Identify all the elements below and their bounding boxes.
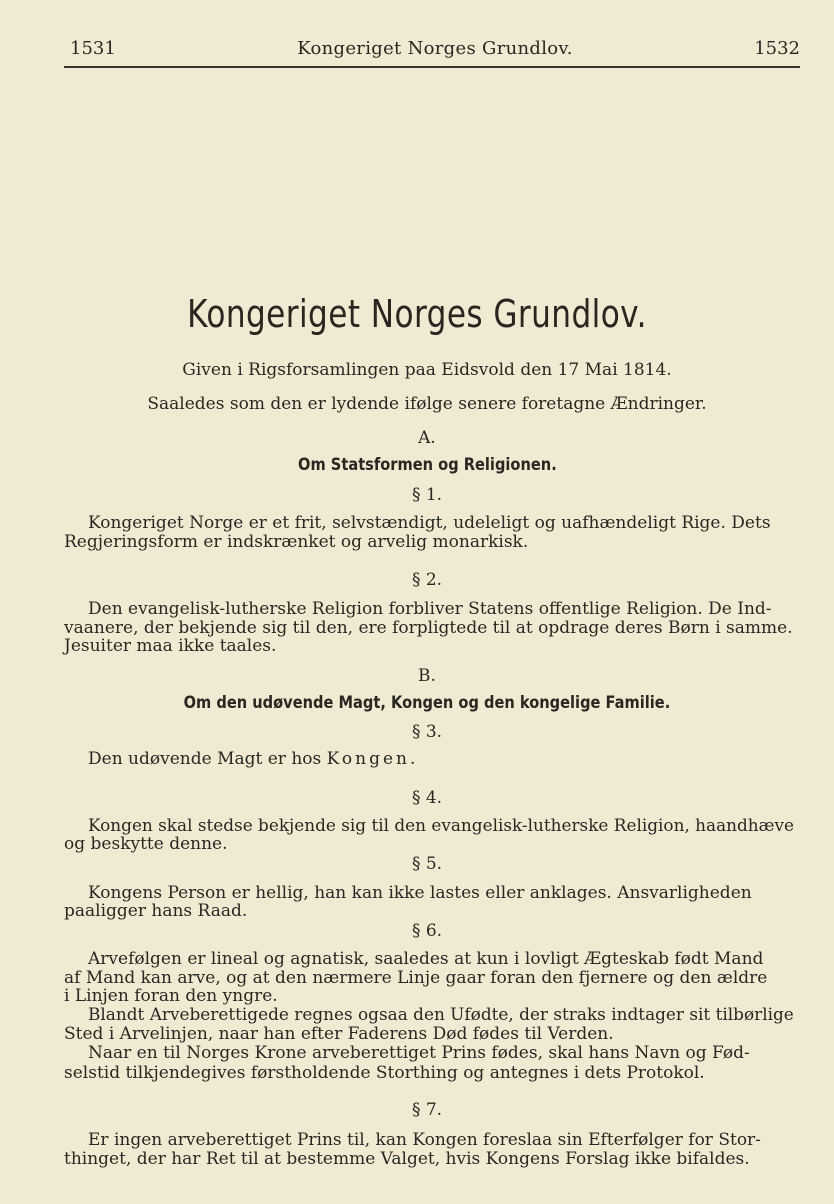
paragraph-mark-5: § 5. (411, 854, 443, 874)
paragraph-5-line-2: paaligger hans Raad. (64, 901, 248, 921)
section-letter-b: B. (418, 666, 436, 686)
paragraph-2-line-3: Jesuiter maa ikke taales. (64, 636, 277, 656)
section-heading-a: Om Statsformen og Religionen. (297, 455, 557, 475)
subtitle-amendments: Saaledes som den er lydende ifølge senere foretagne Ændringer. (147, 394, 707, 414)
paragraph-4-line-2: og beskytte denne. (64, 834, 228, 854)
paragraph-mark-2: § 2. (411, 570, 443, 590)
paragraph-6-line-7: selstid tilkjendegives førstholdende Storthing og antegnes i dets Protokol. (64, 1063, 705, 1083)
paragraph-6-line-4: Blandt Arveberettigede regnes ogsaa den Ufødte, der straks indtager sit tilbørlige (88, 1005, 794, 1025)
paragraph-2-line-1: Den evangelisk-lutherske Religion forbliver Statens offentlige Religion. De Ind- (88, 599, 772, 619)
section-heading-b: Om den udøvende Magt, Kongen og den kongelige Familie. (183, 693, 671, 713)
page-number-left: 1531 (70, 38, 116, 59)
running-title: Kongeriget Norges Grundlov. (297, 38, 573, 59)
paragraph-mark-3: § 3. (411, 722, 443, 742)
paragraph-1-line-1: Kongeriget Norge er et frit, selvstændigt, udeleligt og uafhændeligt Rige. Dets (88, 513, 771, 533)
paragraph-6-line-5: Sted i Arvelinjen, naar han efter Faderens Død fødes til Verden. (64, 1024, 614, 1044)
paragraph-7-line-1: Er ingen arveberettiget Prins til, kan Kongen foreslaa sin Efterfølger for Stor- (88, 1130, 761, 1150)
paragraph-5-line-1: Kongens Person er hellig, han kan ikke lastes eller anklages. Ansvarligheden (88, 883, 752, 903)
paragraph-6-line-3: i Linjen foran den yngre. (64, 986, 278, 1006)
paragraph-mark-1: § 1. (411, 485, 443, 505)
paragraph-6-line-2: af Mand kan arve, og at den nærmere Linje gaar foran den fjernere og den ældre (64, 968, 768, 988)
running-header (70, 38, 800, 60)
paragraph-1-line-2: Regjeringsform er indskrænket og arvelig monarkisk. (64, 532, 529, 552)
subtitle-given: Given i Rigsforsamlingen paa Eidsvold den 17 Mai 1814. (182, 360, 672, 380)
paragraph-6-line-6: Naar en til Norges Krone arveberettiget Prins fødes, skal hans Navn og Fød- (88, 1043, 750, 1063)
page-number-right: 1532 (754, 38, 800, 59)
page-title: Kongeriget Norges Grundlov. (187, 292, 647, 336)
section-letter-a: A. (418, 428, 436, 448)
paragraph-mark-4: § 4. (411, 788, 443, 808)
header-rule (64, 66, 800, 68)
paragraph-mark-6: § 6. (411, 921, 443, 941)
paragraph-mark-7: § 7. (411, 1100, 443, 1120)
paragraph-3-line-1: Den udøvende Magt er hos Kongen. (88, 749, 419, 769)
paragraph-4-line-1: Kongen skal stedse bekjende sig til den evangelisk-lutherske Religion, haandhæve (88, 816, 795, 836)
paragraph-7-line-2: thinget, der har Ret til at bestemme Valget, hvis Kongens Forslag ikke bifaldes. (64, 1149, 750, 1169)
paragraph-6-line-1: Arvefølgen er lineal og agnatisk, saaledes at kun i lovligt Ægteskab født Mand (88, 949, 764, 969)
paragraph-2-line-2: vaanere, der bekjende sig til den, ere forpligtede til at opdrage deres Børn i samme. (64, 618, 793, 638)
